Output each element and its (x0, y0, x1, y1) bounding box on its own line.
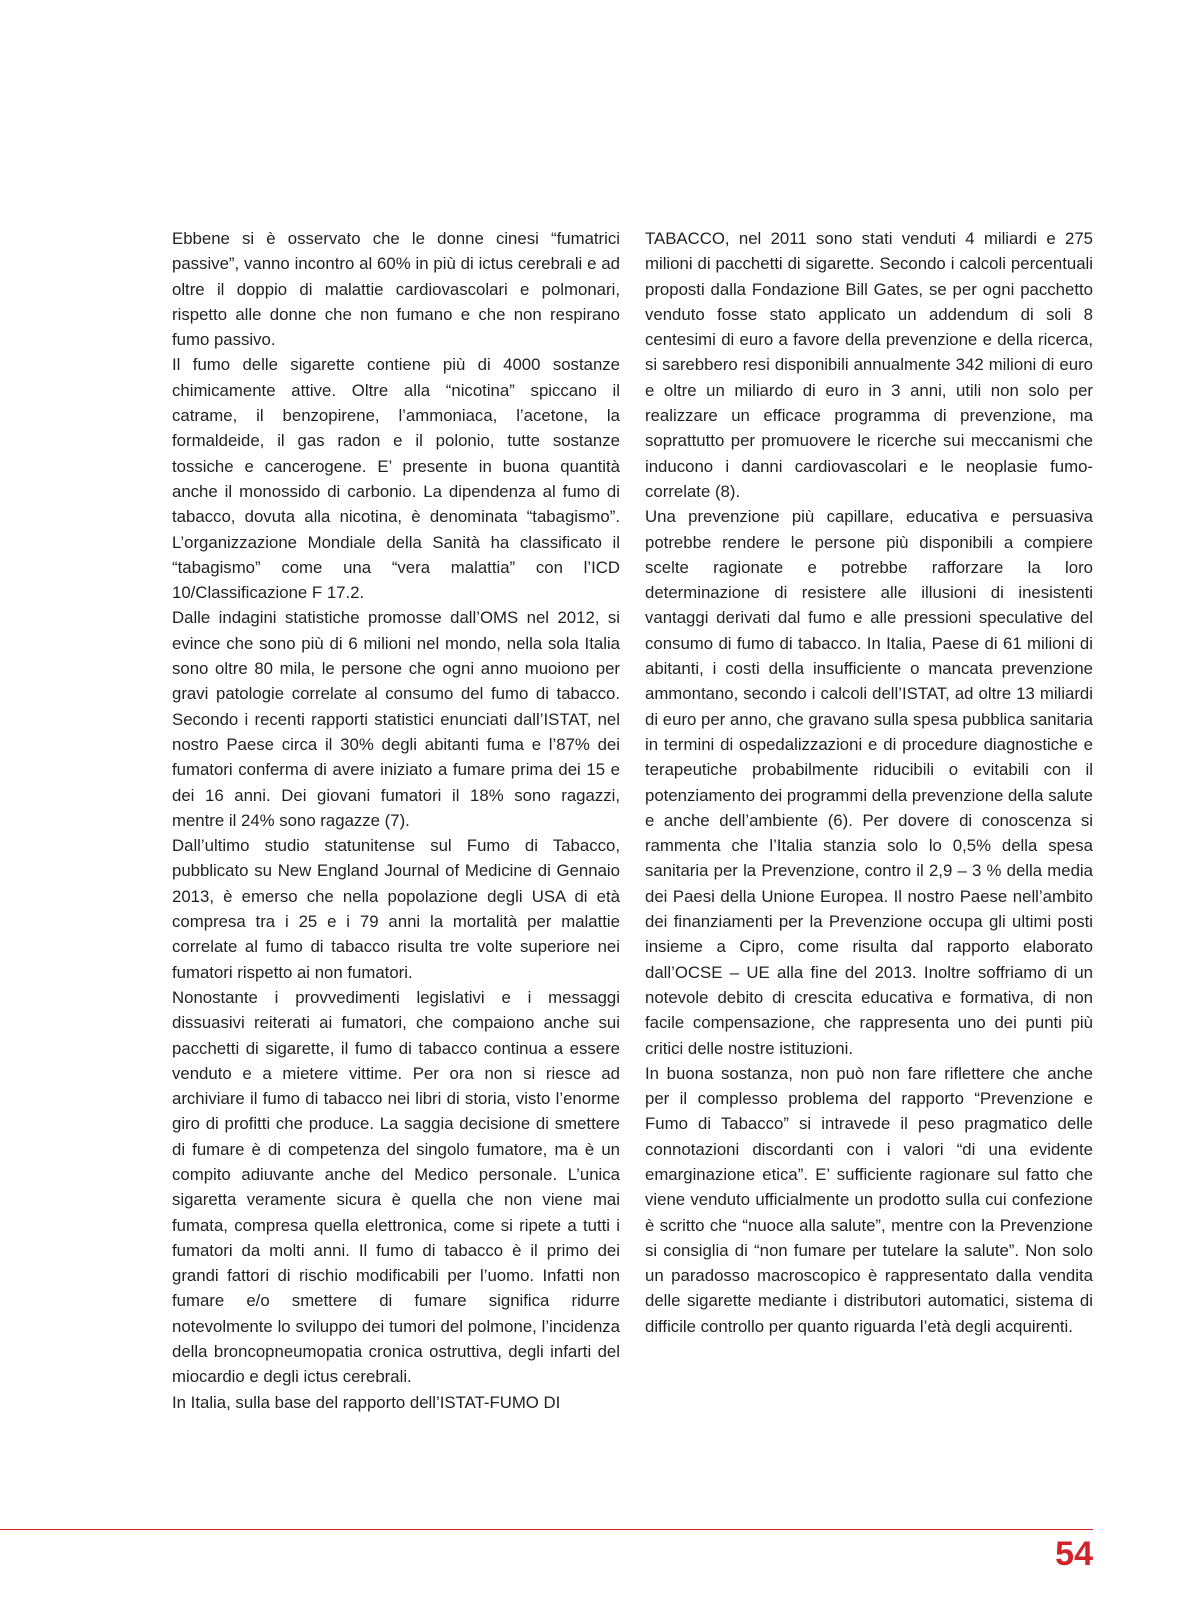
paragraph: Ebbene si è osservato che le donne cinesi “fumatrici passive”, vanno incontro al 60% in più di ictus cerebrali e ad oltre il doppio di malattie cardiovascolari e polmonari, rispetto alle donne che non fumano e che non respirano fumo passivo. (172, 229, 620, 350)
paragraph: Dall’ultimo studio statunitense sul Fumo di Tabacco, pubblicato su New England Journal of Medicine di Gennaio 2013, è emerso che nella popolazione degli USA di età compresa tra i 25 e i 79 anni la mortalità per malattie correlate al fumo di tabacco risulta tre volte superiore nei fumatori rispetto ai non fumatori. (172, 836, 620, 982)
page-number: 54 (1055, 1535, 1093, 1573)
paragraph: In buona sostanza, non può non fare riflettere che anche per il complesso problema del rapporto “Prevenzione e Fumo di Tabacco” si intravede il peso pragmatico delle connotazioni discordanti con i valori “di una evidente emarginazione etica”. E’ sufficiente ragionare sul fatto che viene venduto ufficialmente un prodotto sulla cui confezione è scritto che “nuoce alla salute”, mentre con la Prevenzione si consiglia di “non fumare per tutelare la salute”. Non solo un paradosso macroscopico è rappresentato dalla vendita delle sigarette mediante i distributori automatici, sistema di difficile controllo per quanto riguarda l’età degli acquirenti. (645, 1063, 1093, 1336)
footer-rule (0, 1529, 1093, 1530)
text-column-left (172, 226, 620, 1415)
paragraph: TABACCO, nel 2011 sono stati venduti 4 miliardi e 275 milioni di pacchetti di sigarette. Secondo i calcoli percentuali proposti dalla Fondazione Bill Gates, se per ogni pacchetto venduto fosse stato applicato un addendum di soli 8 centesimi di euro a favore della prevenzione e della ricerca, si sarebbero resi disponibili annualmente 342 milioni di euro e oltre un miliardo di euro in 3 anni, utili non solo per realizzare un efficace programma di prevenzione, ma soprattutto per promuovere le ricerche sui meccanismi che inducono i danni cardiovascolari e le neoplasie fumo-correlate (8). (645, 229, 1093, 501)
paragraph: Nonostante i provvedimenti legislativi e i messaggi dissuasivi reiterati ai fumatori, che compaiono anche sui pacchetti di sigarette, il fumo di tabacco continua a essere venduto e a mietere vittime. Per ora non si riesce ad archiviare il fumo di tabacco nei libri di storia, visto l’enorme giro di profitti che produce. La saggia decisione di smettere di fumare è di competenza del singolo fumatore, ma è un compito adiuvante anche del Medico personale. L’unica sigaretta veramente sicura è quella che non viene mai fumata, compresa quella elettronica, come si ripete a tutti i fumatori da molti anni. Il fumo di tabacco è il primo dei grandi fattori di rischio modificabili per l’uomo. Infatti non fumare e/o smettere di fumare significa ridurre notevolmente lo sviluppo dei tumori del polmone, l’incidenza della broncopneumopatia cronica ostruttiva, degli infarti del miocardio e degli ictus cerebrali. (172, 987, 620, 1387)
text-column-right (645, 226, 1093, 1339)
paragraph: Il fumo delle sigarette contiene più di 4000 sostanze chimicamente attive. Oltre alla “nicotina” spiccano il catrame, il benzopirene, l’ammoniaca, l’acetone, la formaldeide, il gas radon e il polonio, tutte sostanze tossiche e cancerogene. E’ presente in buona quantità anche il monossido di carbonio. La dipendenza al fumo di tabacco, dovuta alla nicotina, è denominata “tabagismo”. L’organizzazione Mondiale della Sanità ha classificato il “tabagismo” come una “vera malattia” con l’ICD 10/Classificazione F 17.2. (172, 355, 620, 603)
paragraph: Dalle indagini statistiche promosse dall’OMS nel 2012, si evince che sono più di 6 milioni nel mondo, nella sola Italia sono oltre 80 mila, le persone che ogni anno muoiono per gravi patologie correlate al consumo del fumo di tabacco. Secondo i recenti rapporti statistici enunciati dall’ISTAT, nel nostro Paese circa il 30% degli abitanti fuma e l’87% dei fumatori conferma di avere iniziato a fumare prima dei 15 e dei 16 anni. Dei giovani fumatori il 18% sono ragazzi, mentre il 24% sono ragazze (7). (172, 608, 620, 830)
paragraph: In Italia, sulla base del rapporto dell’ISTAT-FUMO DI (172, 1392, 561, 1412)
paragraph: Una prevenzione più capillare, educativa e persuasiva potrebbe rendere le persone più disponibili a compiere scelte ragionate e potrebbe rafforzare la loro determinazione di resistere alle illusioni di inesistenti vantaggi derivati dal fumo e alle pressioni speculative del consumo di fumo di tabacco. In Italia, Paese di 61 milioni di abitanti, i costi della insufficiente o mancata prevenzione ammontano, secondo i calcoli dell’ISTAT, ad oltre 13 miliardi di euro per anno, che gravano sulla spesa pubblica sanitaria in termini di ospedalizzazioni e di procedure diagnostiche e terapeutiche probabilmente riducibili o evitabili con il potenziamento dei programmi della prevenzione della salute e anche dell’ambiente (6). Per dovere di conoscenza si rammenta che l’Italia stanzia solo lo 0,5% della spesa sanitaria per la Prevenzione, contro il 2,9 – 3 % della media dei Paesi della Unione Europea. Il nostro Paese nell’ambito dei finanziamenti per la Prevenzione occupa gli ultimi posti insieme a Cipro, come risulta dal rapporto elaborato dall’OCSE – UE alla fine del 2013. Inoltre soffriamo di un notevole debito di crescita educativa e formativa, di non facile compensazione, che rappresenta uno dei punti più critici delle nostre istituzioni. (645, 507, 1093, 1058)
